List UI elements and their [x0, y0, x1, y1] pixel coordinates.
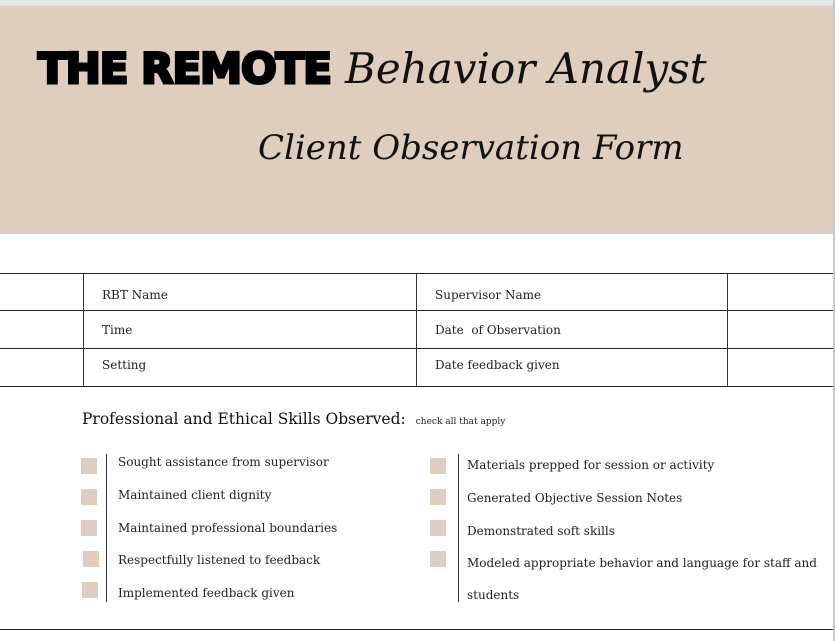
form-title: Client Observation Form — [258, 128, 684, 168]
setting-label: Setting — [102, 358, 147, 372]
checkbox[interactable] — [81, 458, 97, 474]
skills-hint: check all that apply — [415, 417, 506, 427]
checkbox[interactable] — [430, 458, 446, 474]
skill-item: Demonstrated soft skills — [467, 524, 615, 538]
brand-logo — [38, 44, 707, 93]
skill-item: Implemented feedback given — [118, 586, 295, 600]
skill-item: Maintained professional boundaries — [118, 521, 338, 535]
table-divider — [83, 273, 84, 386]
table-divider — [727, 273, 728, 386]
column-divider — [458, 454, 459, 602]
rbt-name-label: RBT Name — [102, 288, 168, 302]
column-divider — [106, 454, 107, 602]
checkbox[interactable] — [81, 489, 97, 505]
supervisor-name-label: Supervisor Name — [435, 288, 542, 302]
checkbox[interactable] — [430, 520, 446, 536]
skill-item: Maintained client dignity — [118, 488, 272, 502]
skill-item: Materials prepped for session or activity — [467, 458, 715, 472]
brand-logo-script: Behavior Analyst — [344, 44, 707, 93]
skill-item: Respectfully listened to feedback — [118, 553, 321, 567]
date-feedback-label: Date feedback given — [435, 358, 560, 372]
date-of-observation-label: Date of Observation — [435, 323, 561, 337]
checkbox[interactable] — [83, 551, 99, 567]
skill-item: Generated Objective Session Notes — [467, 491, 683, 505]
skill-item-continued: students — [467, 588, 520, 602]
checkbox[interactable] — [81, 520, 97, 536]
section-bottom-border — [0, 629, 833, 630]
skills-section-header — [82, 410, 505, 428]
skill-item: Modeled appropriate behavior and language for staff and — [467, 556, 817, 570]
checkbox[interactable] — [82, 582, 98, 598]
table-border — [0, 386, 833, 387]
brand-logo-bold: THE REMOTE — [38, 44, 331, 93]
skills-section-title: Professional and Ethical Skills Observed: — [82, 410, 406, 428]
header-banner — [0, 6, 833, 234]
checkbox[interactable] — [430, 489, 446, 505]
skill-item: Sought assistance from supervisor — [118, 455, 329, 469]
checkbox[interactable] — [430, 551, 446, 567]
time-label: Time — [102, 323, 133, 337]
table-divider — [416, 273, 417, 386]
